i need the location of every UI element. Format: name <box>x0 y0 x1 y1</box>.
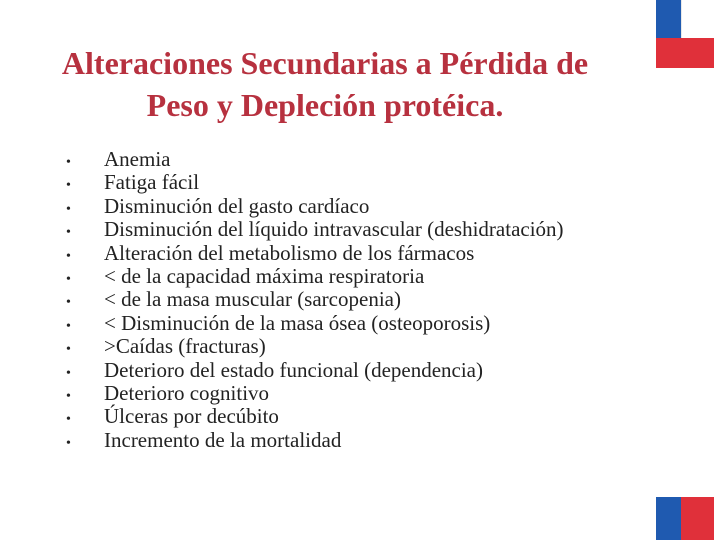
bullet-icon: • <box>66 342 71 358</box>
list-item <box>66 147 646 170</box>
bullet-icon: • <box>66 318 71 334</box>
bullet-icon: • <box>66 435 71 451</box>
slide-title-line-2: Peso y Depleción protéica. <box>146 87 504 123</box>
list-item <box>66 428 646 451</box>
list-item-text: Alteración del metabolismo de los fármacos <box>104 240 475 265</box>
flag-lower-band <box>656 497 714 540</box>
list-item-text: Disminución del líquido intravascular (deshidratación) <box>104 217 564 242</box>
bullet-icon: • <box>66 225 71 241</box>
list-item <box>66 381 646 404</box>
bullet-icon: • <box>66 365 71 381</box>
list-item-text: Deterioro del estado funcional (dependencia) <box>104 357 483 382</box>
flag-red-band <box>656 38 714 68</box>
chile-flag-decoration-bottom <box>656 497 714 540</box>
slide-title <box>20 42 630 126</box>
list-item-text: < de la capacidad máxima respiratoria <box>104 263 425 288</box>
list-item-text: Fatiga fácil <box>104 170 200 195</box>
flag-red-block <box>681 497 714 540</box>
bullet-icon: • <box>66 295 71 311</box>
bullet-icon: • <box>66 412 71 428</box>
list-item <box>66 404 646 427</box>
flag-upper-band <box>656 0 714 38</box>
bullet-icon: • <box>66 178 71 194</box>
list-item-text: Anemia <box>104 147 171 171</box>
bullet-icon: • <box>66 201 71 217</box>
list-item-text: Disminución del gasto cardíaco <box>104 193 370 218</box>
flag-blue-block <box>656 497 681 540</box>
list-item-text: Incremento de la mortalidad <box>104 427 342 452</box>
bullet-list <box>66 147 646 451</box>
list-item <box>66 217 646 240</box>
flag-blue-block <box>656 0 681 38</box>
flag-white-block <box>681 0 714 38</box>
list-item-text: < de la masa muscular (sarcopenia) <box>104 287 401 312</box>
list-item <box>66 334 646 357</box>
list-item <box>66 170 646 193</box>
list-item-text: >Caídas (fracturas) <box>104 334 266 359</box>
bullet-icon: • <box>66 155 71 170</box>
list-item-text: Deterioro cognitivo <box>104 380 270 405</box>
list-item <box>66 241 646 264</box>
bullet-icon: • <box>66 271 71 287</box>
bullet-icon: • <box>66 388 71 404</box>
list-item <box>66 194 646 217</box>
bullet-icon: • <box>66 248 71 264</box>
list-item <box>66 264 646 287</box>
slide-title-line-1: Alteraciones Secundarias a Pérdida de <box>61 45 589 81</box>
list-item-text: < Disminución de la masa ósea (osteoporosis) <box>104 310 491 335</box>
list-item <box>66 311 646 334</box>
list-item-text: Úlceras por decúbito <box>104 404 279 429</box>
list-item <box>66 287 646 310</box>
chile-flag-decoration <box>656 0 714 68</box>
list-item <box>66 358 646 381</box>
